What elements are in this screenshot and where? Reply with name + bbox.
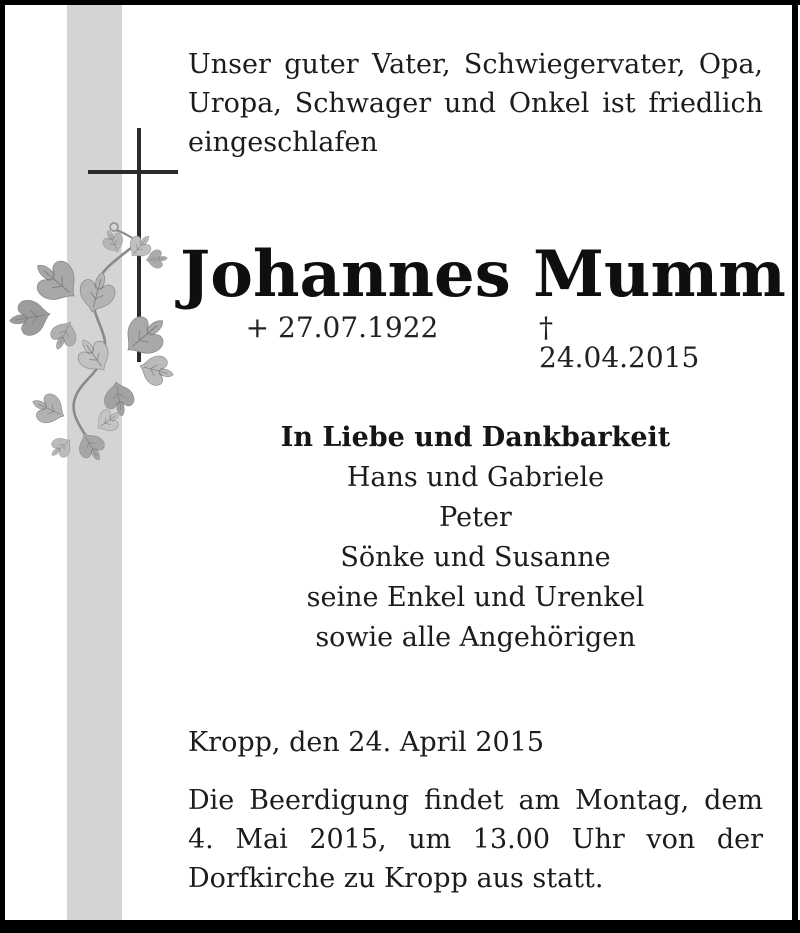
funeral-paragraph (188, 781, 763, 898)
frame-bottom (0, 920, 800, 933)
mourner-line: Sönke und Susanne (340, 542, 611, 573)
intro-line: Uropa, Schwager und Onkel ist friedlich (188, 88, 763, 119)
intro-line: Unser guter Vater, Schwiegervater, Opa, (188, 49, 763, 80)
frame-right (792, 0, 798, 933)
deceased-name: Johannes Mumm (180, 237, 786, 312)
funeral-line: 4. Mai 2015, um 13.00 Uhr von der (188, 824, 763, 855)
mourner-line: sowie alle Angehörigen (315, 622, 636, 653)
mourner-line: Hans und Gabriele (346, 462, 605, 493)
funeral-line: Die Beerdigung findet am Montag, dem (188, 785, 763, 816)
ivy-tendril (110, 223, 118, 231)
place-date-line: Kropp, den 24. April 2015 (188, 727, 545, 758)
memorial-cross-icon (88, 170, 178, 174)
mourner-line: seine Enkel und Urenkel (306, 582, 645, 613)
mourner-line: Peter (439, 502, 512, 533)
birth-date: + 27.07.1922 (245, 311, 439, 344)
intro-line: eingeschlafen (188, 127, 378, 158)
mourners-block (188, 418, 763, 658)
ivy-branch-icon (0, 200, 200, 470)
intro-paragraph (188, 45, 763, 162)
tribute-line: In Liebe und Dankbarkeit (280, 422, 671, 453)
death-date: † 24.04.2015 (539, 311, 700, 374)
funeral-line: Dorfkirche zu Kropp aus statt. (188, 863, 604, 894)
